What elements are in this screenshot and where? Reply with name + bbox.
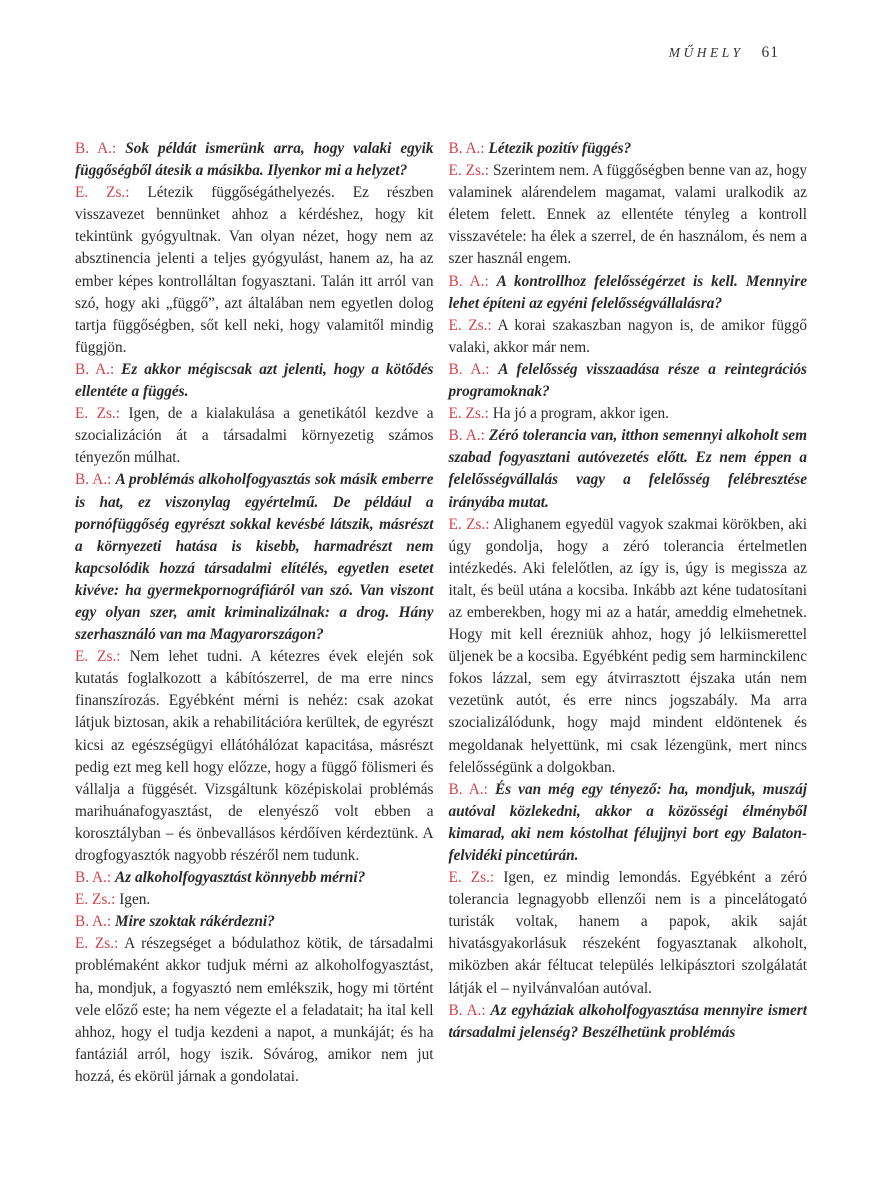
dialogue-paragraph [449,359,808,403]
dialogue-paragraph [75,138,434,182]
dialogue-paragraph [449,1000,808,1044]
utterance-text: A korai szakaszban nagyon is, de amikor függő valaki, akkor már nem. [448,316,807,356]
speaker-label: B. A.: [75,360,115,378]
dialogue-paragraph [75,359,434,403]
utterance-text: Szerintem nem. A függőségben benne van az, hogy valaminek alárendelem magamat, valami uralkodik az életem felett. Ennek az ellentéte tényleg a kontroll visszavétele: ha élek a szerrel, de én használom, és nem a szer használ engem. [448,162,807,268]
dialogue-paragraph [75,469,434,646]
speaker-label: B. A.: [448,360,490,378]
dialogue-paragraph [449,867,808,1000]
utterance-text: Igen. [119,891,151,909]
running-head [669,44,779,62]
dialogue-paragraph [449,138,808,160]
utterance-text: És van még egy tényező: ha, mondjuk, muszáj autóval közlekedni, akkor a közösségi élményből kimarad, aki nem kóstolhat félujjnyi bort egy Balaton-felvidéki pincetúrán. [448,780,807,864]
section-label: MŰHELY [668,45,744,60]
dialogue-paragraph [449,160,808,270]
utterance-text: A felelősség visszaadása része a reintegrációs programoknak? [448,360,807,401]
speaker-label: E. Zs.: [75,891,116,909]
dialogue-paragraph [75,911,434,933]
dialogue-paragraph [75,646,434,867]
speaker-label: B. A.: [75,869,112,887]
dialogue-paragraph [75,182,434,359]
dialogue-columns [75,138,807,1106]
speaker-label: E. Zs.: [75,184,130,202]
speaker-label: B. A.: [448,427,485,445]
speaker-label: E. Zs.: [448,869,495,887]
speaker-label: B. A.: [75,913,112,931]
speaker-label: E. Zs.: [448,405,489,423]
speaker-label: B. A.: [448,272,489,290]
utterance-text: A részegséget a bódulathoz kötik, de társadalmi problémaként akkor tudjuk mérni az alkoholfogyasztást, ha, mondjuk, a fogyasztó nem emlékszik, hogy mi történt vele előző este; ha nem végezte el a feladatait; ha ital kell ahhoz, hogy el tudja kezdeni a napot, a munkáját; és ha fantáziál arról, hogy iszik. Sóvárog, amikor nem jut hozzá, és ekörül járnak a gondolatai. [75,935,434,1085]
utterance-text: Alighanem egyedül vagyok szakmai körökben, aki úgy gondolja, hogy a zéró tolerancia értelmetlen intézkedés. Aki felelőtlen, az így is, úgy is megissza az italt, és beül utána a kocsiba. Inkább azt kéne tudatosítani az emberekben, hogy mi az a határ, ameddig elmehetnek. Hogy mit kell érezniük ahhoz, hogy jó lelkiismerettel üljenek be a kocsiba. Egyébként pedig sem harminckilenc fokos lázzal, sem egy átvirrasztott éjszaka után nem vezetünk autót, és erre nincs jogszabály. Ma arra szocializálódunk, hogy majd mindent eldöntenek és megoldanak helyettünk, mi csak lézengünk, mert nincs felelősségünk a dolgokban. [448,515,807,776]
utterance-text: Sok példát ismerünk arra, hogy valaki egyik függőségből átesik a másikba. Ilyenkor mi a helyzet? [75,140,434,180]
speaker-label: B. A.: [448,1001,486,1019]
utterance-text: Az alkoholfogyasztást könnyebb mérni? [114,869,366,887]
dialogue-paragraph [75,403,434,469]
utterance-text: A problémás alkoholfogyasztás sok másik emberre is hat, ez viszonylag egyértelmű. De például a pornófüggőség egyrészt sokkal kevésbé látszik, másrészt a környezeti hatása is kisebb, harmadrészt nem kapcsolódik hozzá társadalmi elítélés, egyetlen esetet kivéve: ha gyermekpornográfiáról van szó. Van viszont egy olyan szer, amit kriminalizálnak: a drog. Hány szerhasználó van ma Magyarországon? [75,471,434,644]
utterance-text: Létezik pozitív függés? [488,140,632,157]
utterance-text: Ha jó a program, akkor igen. [492,405,669,423]
dialogue-paragraph [449,779,808,867]
speaker-label: E. Zs.: [448,162,489,180]
page-number: 61 [761,44,779,61]
utterance-text: A kontrollhoz felelősségérzet is kell. Mennyire lehet építeni az egyéni felelősségvállalásra? [448,272,807,312]
dialogue-paragraph [75,889,434,911]
speaker-label: B. A.: [75,140,117,157]
speaker-label: E. Zs.: [75,935,119,953]
speaker-label: E. Zs.: [448,316,492,334]
utterance-text: Létezik függőségáthelyezés. Ez részben visszavezet bennünket ahhoz a kérdéshez, hogy kit tekintünk gyógyultnak. Van olyan nézet, hogy nem az absztinencia jelenti a teljes gyógyulást, hanem az, ha az ember képes kontrolláltan fogyasztani. Talán itt arról van szó, hogy aki „függő”, azt általában nem egyetlen dolog tartja függőségben, sőt kell neki, hogy valamitől mindig függjön. [75,184,434,356]
utterance-text: Az egyháziak alkoholfogyasztása mennyire ismert társadalmi jelenség? Beszélhetünk problémás [448,1001,807,1041]
utterance-text: Zéró tolerancia van, itthon semennyi alkoholt sem szabad fogyasztani autóvezetés előtt. Ez nem éppen a felelősségvállalás vagy a felelősség felébresztése irányába mutat. [448,427,807,511]
dialogue-paragraph [449,425,808,513]
dialogue-paragraph [75,933,434,1088]
dialogue-paragraph [449,315,808,359]
speaker-label: E. Zs.: [75,648,121,666]
speaker-label: E. Zs.: [448,515,490,533]
utterance-text: Ez akkor mégiscsak azt jelenti, hogy a kötődés ellentéte a függés. [75,360,434,401]
dialogue-paragraph [449,271,808,315]
speaker-label: B. A.: [448,780,488,798]
dialogue-paragraph [449,514,808,779]
utterance-text: Igen, ez mindig lemondás. Egyébként a zéró tolerancia legnagyobb ellenzői nem is a pincelátogató turisták voltak, hanem a papok, akik saját hivatásgyakorlásuk részeként fogyasztanak alkoholt, miközben akár féltucat település lelkipásztori szolgálatát látják el – nyilvánvalóan autóval. [448,869,807,997]
utterance-text: Mire szoktak rákérdezni? [114,913,275,931]
utterance-text: Igen, de a kialakulása a genetikától kezdve a szocializáción át a társadalmi környezetig számos tényezőn múlhat. [75,405,434,467]
speaker-label: B. A.: [448,140,485,157]
dialogue-paragraph [449,403,808,425]
utterance-text: Nem lehet tudni. A kétezres évek elején sok kutatás foglalkozott a kábítószerrel, de ma erre nincs finanszírozás. Egyébként mérni is nehéz: csak azokat látjuk biztosan, akik a rehabilitációra kerültek, de egyrészt kicsi az egészségügyi ellátóhálózat kapacitása, másrészt pedig ezt meg kell hogy előzze, hogy a függő fölismeri és vállalja a függését. Vizsgáltunk középiskolai problémás marihuánafogyasztást, de elenyésző volt ebben a korosztályban – és önbevallásos kérdőíven kérdeztünk. A drogfogyasztók nagyobb részéről nem tudunk. [75,648,434,864]
speaker-label: B. A.: [75,471,112,489]
speaker-label: E. Zs.: [75,405,120,423]
dialogue-paragraph [75,867,434,889]
